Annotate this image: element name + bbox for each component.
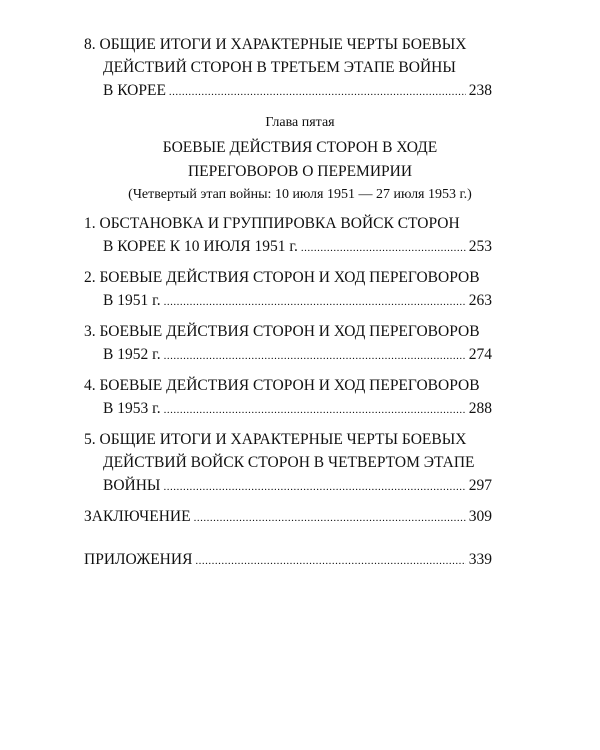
dot-leader [169, 81, 466, 104]
chapter-title-line: ПЕРЕГОВОРОВ О ПЕРЕМИРИИ [187, 163, 413, 180]
toc-entry-line: 3. БОЕВЫЕ ДЕЙСТВИЯ СТОРОН И ХОД ПЕРЕГОВОРОВ [84, 323, 480, 340]
toc-entry-4 [84, 374, 492, 420]
page-number: 339 [468, 551, 492, 568]
dot-leader [164, 399, 466, 422]
page-number: 309 [468, 508, 492, 525]
page-number: 274 [468, 346, 492, 363]
dot-leader [164, 291, 466, 314]
toc-entry-line: 4. БОЕВЫЕ ДЕЙСТВИЯ СТОРОН И ХОД ПЕРЕГОВОРОВ [84, 377, 480, 394]
toc-entry-line: В КОРЕЕ К 10 ИЮЛЯ 1951 г. [103, 238, 298, 255]
page-number: 288 [468, 400, 492, 417]
toc-entry-dotline [84, 505, 492, 528]
toc-entry-dotline [84, 289, 492, 312]
toc-entry-line: 5. ОБЩИЕ ИТОГИ И ХАРАКТЕРНЫЕ ЧЕРТЫ БОЕВЫХ [84, 431, 467, 448]
toc-entry-5 [84, 428, 492, 497]
toc-entry-line: 8. ОБЩИЕ ИТОГИ И ХАРАКТЕРНЫЕ ЧЕРТЫ БОЕВЫХ [84, 36, 467, 53]
toc-entry-3 [84, 320, 492, 366]
toc-entry-1 [84, 212, 492, 258]
chapter-subtitle: (Четвертый этап войны: 10 июля 1951 — 27 июля 1953 г.) [128, 187, 472, 202]
toc-entry-dotline [84, 343, 492, 366]
dot-leader [301, 237, 466, 260]
toc-entry-line: 1. ОБСТАНОВКА И ГРУППИРОВКА ВОЙСК СТОРОН [84, 215, 460, 232]
toc-entry-line: В КОРЕЕ [103, 82, 166, 99]
toc-entry-line: ДЕЙСТВИЙ ВОЙСК СТОРОН В ЧЕТВЕРТОМ ЭТАПЕ [103, 454, 475, 471]
chapter-label: Глава пятая [265, 115, 335, 130]
toc-entry-8 [84, 33, 492, 102]
toc-entry-dotline [84, 235, 492, 258]
toc-entry-line: ВОЙНЫ [103, 477, 161, 494]
page-number: 263 [468, 292, 492, 309]
toc-entry-line: ДЕЙСТВИЙ СТОРОН В ТРЕТЬЕМ ЭТАПЕ ВОЙНЫ [103, 59, 456, 76]
dot-leader [195, 550, 465, 573]
dot-leader [163, 476, 465, 499]
toc-entry-line: ЗАКЛЮЧЕНИЕ [84, 508, 191, 525]
toc-entry-appendix [84, 548, 492, 571]
page-number: 238 [468, 82, 492, 99]
toc-entry-line: В 1951 г. [103, 292, 161, 309]
toc-entry-dotline [84, 397, 492, 420]
page-number: 297 [468, 477, 492, 494]
dot-leader [164, 345, 466, 368]
page-number: 253 [468, 238, 492, 255]
toc-entry-line: ПРИЛОЖЕНИЯ [84, 551, 193, 568]
toc-entry-line: В 1952 г. [103, 346, 161, 363]
toc-entry-conclusion [84, 505, 492, 528]
toc-entry-dotline [84, 79, 492, 102]
toc-entry-line: 2. БОЕВЫЕ ДЕЙСТВИЯ СТОРОН И ХОД ПЕРЕГОВОРОВ [84, 269, 480, 286]
toc-entry-2 [84, 266, 492, 312]
dot-leader [194, 507, 466, 530]
toc-entry-dotline [84, 548, 492, 571]
chapter-heading [0, 112, 600, 206]
toc-entry-line: В 1953 г. [103, 400, 161, 417]
chapter-title-line: БОЕВЫЕ ДЕЙСТВИЯ СТОРОН В ХОДЕ [162, 139, 438, 156]
toc-entry-dotline [84, 474, 492, 497]
